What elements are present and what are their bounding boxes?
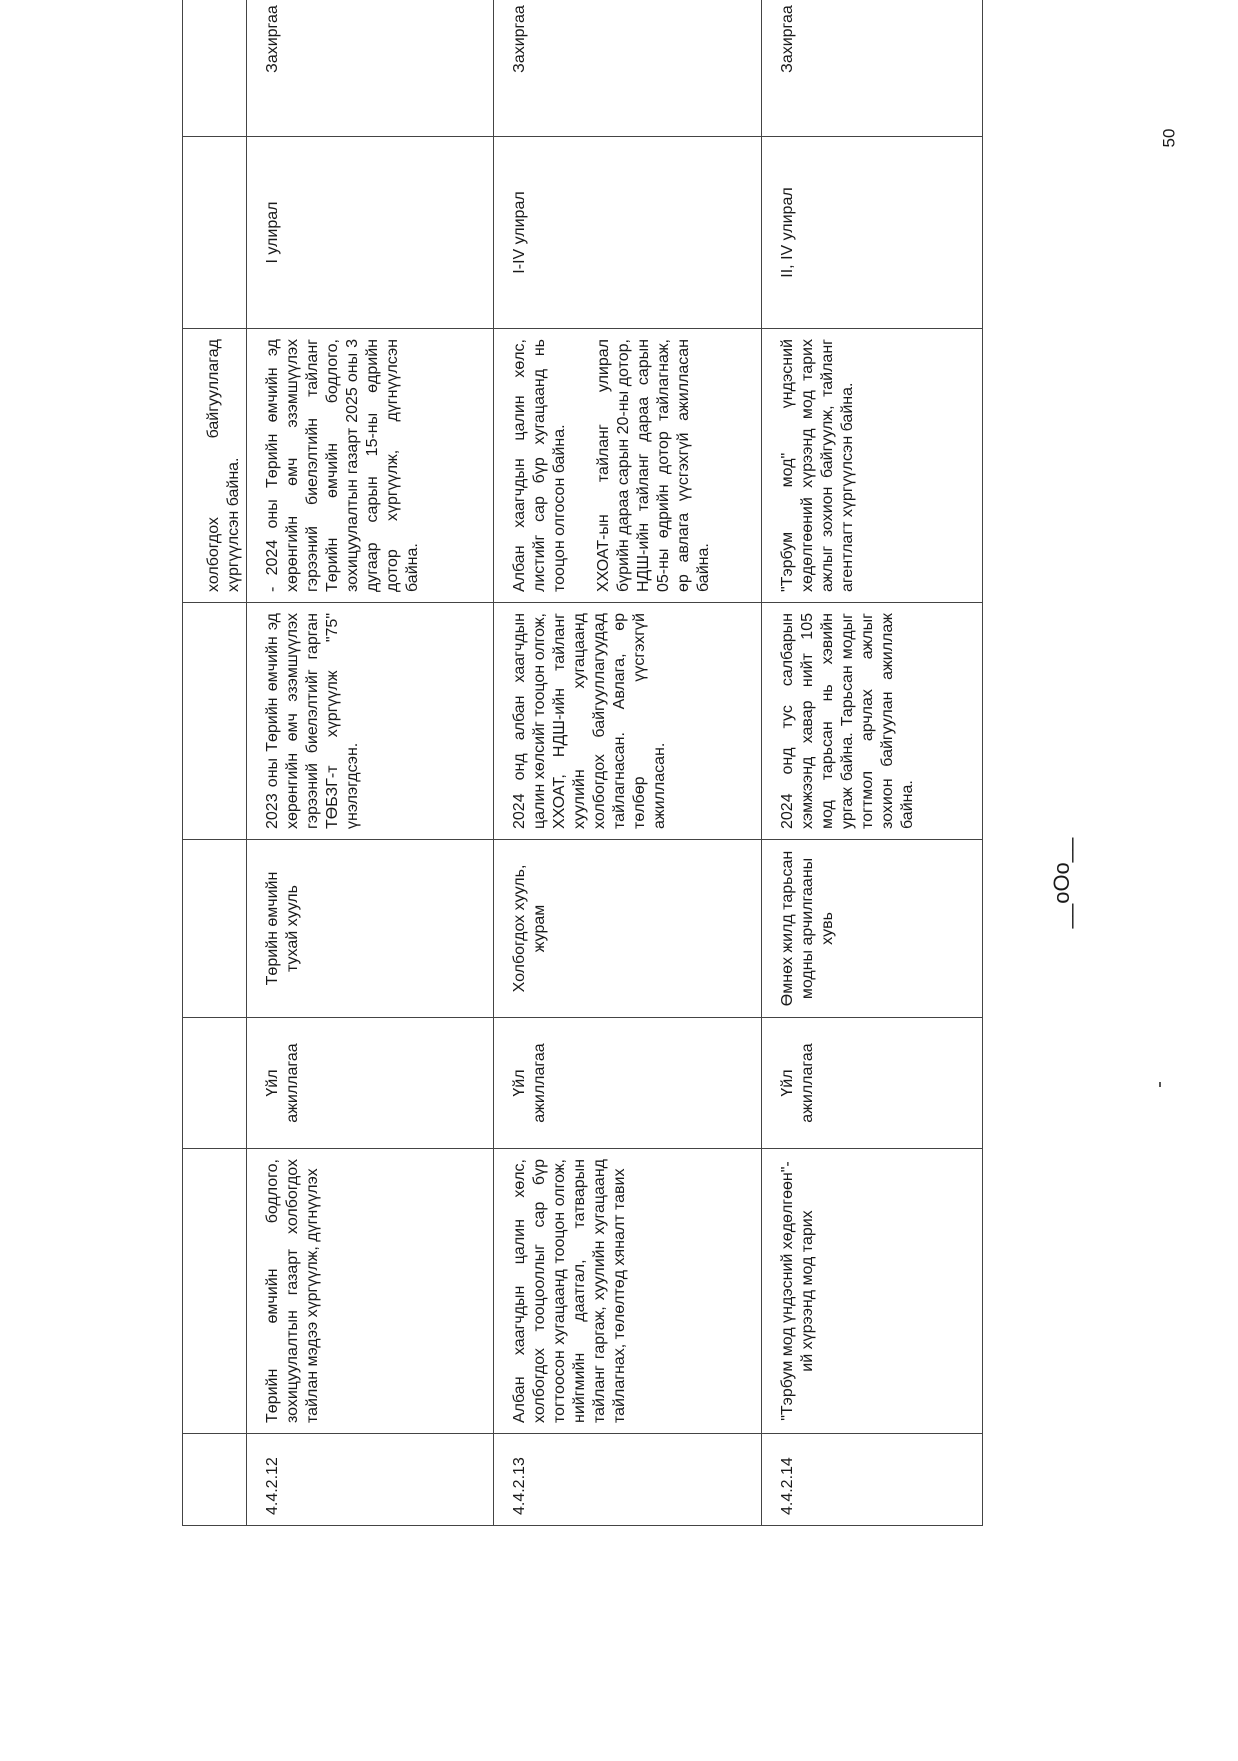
row-task: Төрийн өмчийн бодлого, зохицуулалтын газарт холбогдох тайлан мэдээ хүргүүлж, дүгнүүлэх [247,1149,494,1434]
row-result: 2024 онд тус салбарын хэмжээнд хавар нийт 105 мод тарьсан нь хэвийн ургаж байна. Тарьсан модыг тогтмол арчлах ажлыг зохион байгуулан ажиллаж байна. [762,603,983,840]
row-period: I-IV улирал [494,137,762,329]
progress-paragraph: - 2024 оны Төрийн өмчийн эд хөрөнгийн өмч эзэмшүүлэх гэрээний биелэлтийн тайланг Төрийн өмчийн бодлого, зохицуулалтын газарт 2025 оны 3 дугаар сарын 15-ны өдрийн дотор хүргүүлж, дүгнүүлсэн байна. [264,339,421,592]
row-progress [247,329,494,603]
row-code: 4.4.2.13 [494,1434,762,1526]
row-progress [494,329,762,603]
row-responsible: Захиргаа [247,0,494,137]
row-result: 2023 оны Төрийн өмчийн эд хөрөнгийн өмч эзэмшүүлэх гэрээний биелэлтийг гарган ТӨБЗГ-т хүргүүлж "75" үнэлэгдсэн. [247,603,494,840]
continuation-progress-cell: холбогдох байгууллагад хүргүүлсэн байна. [183,329,247,603]
progress-paragraph: "Тэрбум мод" үндэсний хөдөлгөөний хүрээнд мод тарих ажлыг зохион байгуулж, тайланг агентлагт хүргүүлсэн байна. [779,339,856,592]
page-number: 50 [1159,128,1179,148]
row-result: 2024 онд албан хаагчдын цалин хөлсийг тооцон олгож, ХХОАТ, НДШ-ийн тайланг хуулийн хугацаанд холбогдох байгууллагуудад тайлагнасан. Авлага, өр төлбөр үүсгэхгүй ажилласан. [494,603,762,840]
end-of-document-mark: __oOo__ [1049,837,1074,929]
row-task: "Тэрбум мод үндэсний хөдөлгөөн"-ий хүрээнд мод тарих [762,1149,983,1434]
row-responsible: Захиргаа [494,0,762,137]
row-type: Үйл ажиллагаа [247,1018,494,1149]
table-row [247,0,494,1526]
progress-paragraph: ХХОАТ-ын тайланг улирал бүрийн дараа сарын 20-ны дотор, НДШ-ийн тайланг дараа сарын 05-ны өдрийн дотор тайлагнаж, өр авлага үүсгэхгүй ажилласан байна. [595,339,712,592]
row-basis: Холбогдох хууль, журам [494,840,762,1018]
table-row [762,0,983,1526]
row-basis: Өмнөх жилд тарьсан модны арчилгааны хувь [762,840,983,1018]
row-basis: Төрийн өмчийн тухай хууль [247,840,494,1018]
row-code: 4.4.2.12 [247,1434,494,1526]
empty-cell [183,137,247,329]
empty-cell [183,1018,247,1149]
rotated-table-container [182,5,982,1526]
row-period: II, IV улирал [762,137,983,329]
row-task: Албан хаагчдын цалин хөлс, холбогдох тооцооллыг сар бүр тогтоосон хугацаанд тооцон олгож, нийгмийн даатгал, татварын тайланг гаргаж, хуулийн хугацаанд тайлагнах, төлөлтөд хяналт тавих [494,1149,762,1434]
progress-paragraph: Албан хаагчдын цалин хөлс, листийг сар бүр хугацаанд нь тооцон олгосон байна. [511,339,568,592]
row-period: I улирал [247,137,494,329]
empty-cell [183,1434,247,1526]
row-code: 4.4.2.14 [762,1434,983,1526]
action-plan-table [182,0,983,1526]
empty-cell [183,603,247,840]
row-responsible: Захиргаа [762,0,983,137]
table-row [494,0,762,1526]
row-type: Үйл ажиллагаа [762,1018,983,1149]
empty-cell [183,840,247,1018]
row-progress [762,329,983,603]
row-type: Үйл ажиллагаа [494,1018,762,1149]
empty-cell [183,1149,247,1434]
scan-speck [1159,1082,1161,1087]
table-continuation-row [183,0,247,1526]
empty-cell [183,0,247,137]
